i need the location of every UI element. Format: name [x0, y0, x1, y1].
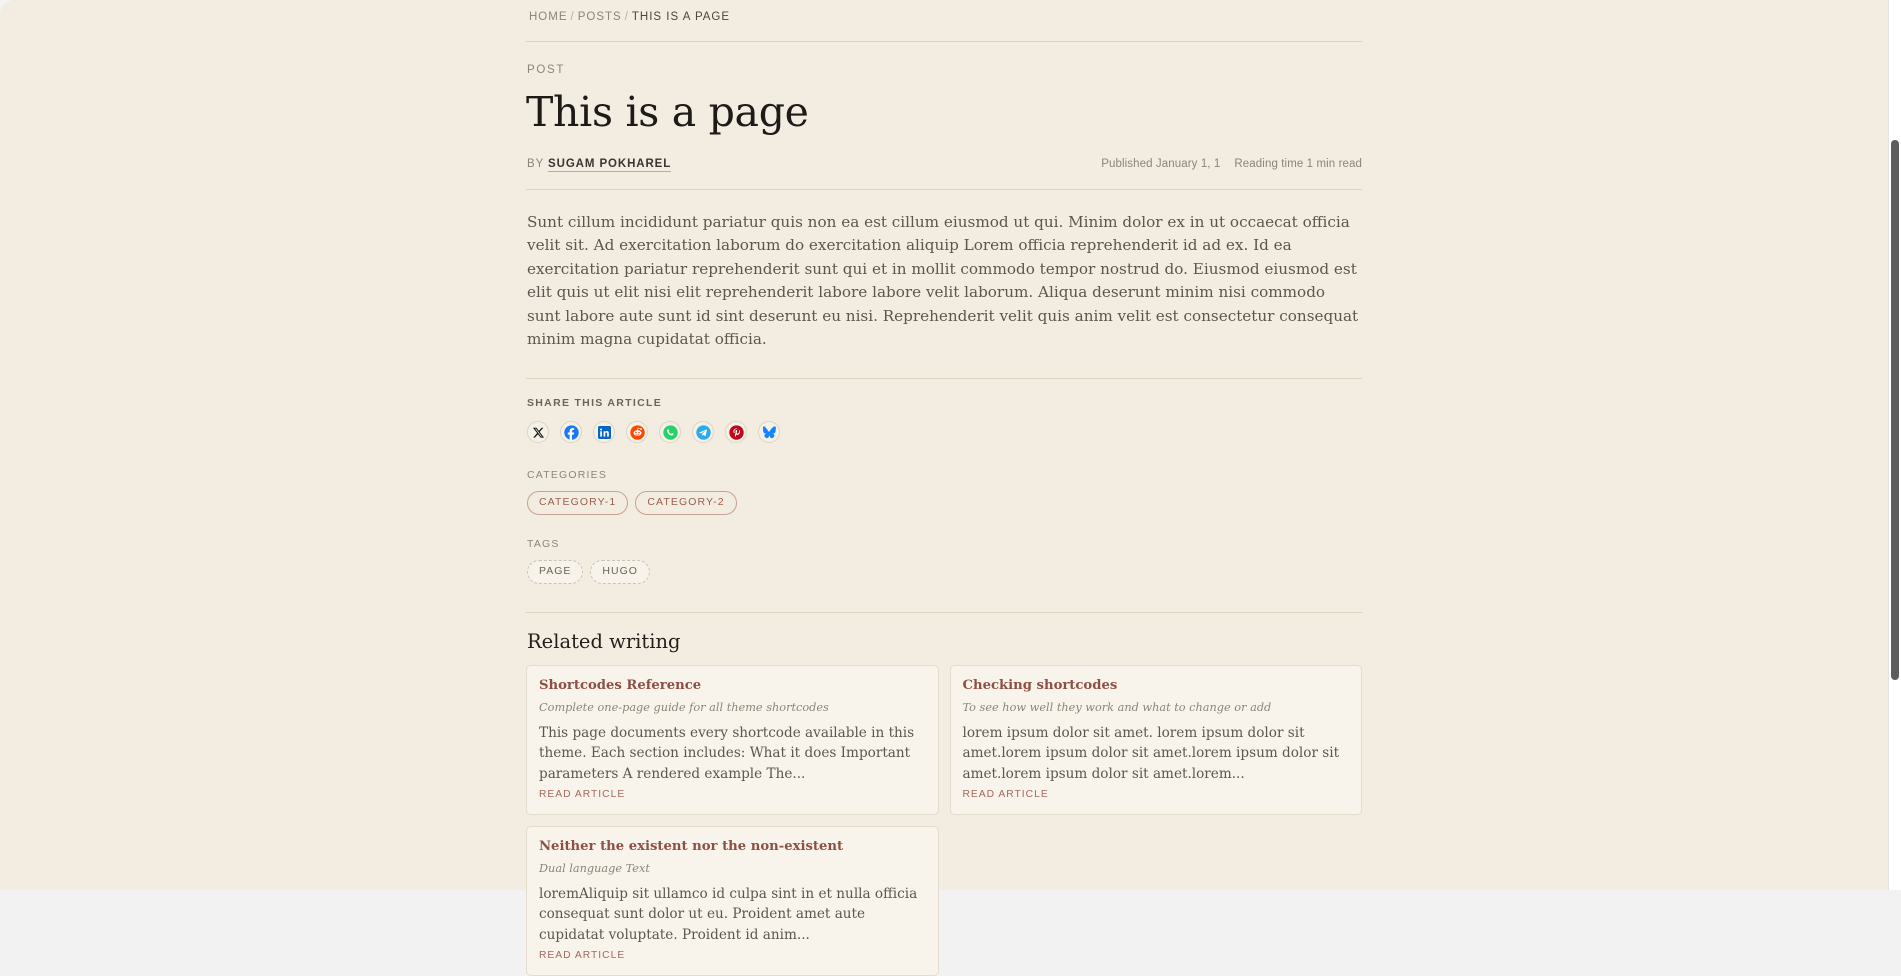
share-reddit-button[interactable]	[626, 421, 648, 443]
linkedin-icon	[598, 426, 611, 439]
share-pinterest-button[interactable]	[725, 421, 747, 443]
byline-row	[526, 158, 1362, 170]
related-card-excerpt: loremAliquip sit ullamco id culpa sint in et nulla officia consequat sunt dolor ut eu. Proident amet aute cupidatat voluptate. Proident id anim...	[539, 885, 918, 943]
x-icon	[533, 427, 544, 438]
scrollbar-thumb[interactable]	[1891, 140, 1899, 680]
page-scrollbar[interactable]	[1888, 0, 1901, 890]
bluesky-icon	[762, 425, 776, 439]
breadcrumb	[526, 9, 1362, 25]
related-divider	[526, 612, 1362, 613]
reading-time: Reading time 1 min read	[1234, 157, 1362, 170]
telegram-icon	[696, 425, 711, 440]
page-title: This is a page	[526, 88, 809, 136]
breadcrumb-separator: /	[570, 11, 575, 23]
byline	[527, 158, 671, 170]
read-article-link[interactable]: READ ARTICLE	[962, 789, 1049, 801]
related-card-title: Shortcodes Reference	[539, 678, 702, 694]
pinterest-icon	[729, 425, 744, 440]
tag-pill-hugo[interactable]: HUGO	[590, 560, 650, 584]
share-facebook-button[interactable]	[560, 421, 582, 443]
related-card-title: Checking shortcodes	[962, 678, 1118, 694]
category-pill-2[interactable]: CATEGORY-2	[635, 491, 736, 515]
breadcrumb-divider	[526, 41, 1362, 42]
post-meta	[1101, 158, 1362, 170]
tags-label: TAGS	[527, 538, 560, 551]
categories-label: CATEGORIES	[527, 469, 608, 482]
reddit-icon	[630, 425, 645, 440]
related-card[interactable]	[950, 665, 1363, 815]
share-whatsapp-button[interactable]	[659, 421, 681, 443]
related-card-excerpt: This page documents every shortcode available in this theme. Each section includes: What it does Important parameters A rendered example The...	[539, 724, 915, 782]
share-bluesky-button[interactable]	[758, 421, 780, 443]
share-buttons	[526, 421, 1362, 443]
related-card-subtitle: Dual language Text	[539, 861, 650, 875]
breadcrumb-item-home[interactable]: HOME	[529, 11, 568, 23]
facebook-icon	[564, 425, 579, 440]
related-card-title: Neither the existent nor the non-existent	[539, 839, 844, 855]
whatsapp-icon	[663, 425, 678, 440]
related-card-excerpt: lorem ipsum dolor sit amet. lorem ipsum dolor sit amet.lorem ipsum dolor sit amet.lorem ipsum dolor sit amet.lorem ipsum dolor sit amet.lorem...	[962, 724, 1340, 782]
related-heading: Related writing	[527, 630, 681, 654]
breadcrumb-separator: /	[624, 11, 629, 23]
tags-list	[526, 560, 1362, 584]
author-link[interactable]: SUGAM POKHAREL	[548, 157, 672, 170]
share-telegram-button[interactable]	[692, 421, 714, 443]
body-divider	[526, 378, 1362, 379]
share-linkedin-button[interactable]	[593, 421, 615, 443]
breadcrumb-item-posts[interactable]: POSTS	[577, 11, 622, 23]
header-divider	[526, 189, 1362, 190]
related-card[interactable]	[526, 665, 939, 815]
breadcrumb-item-current: THIS IS A PAGE	[631, 11, 731, 23]
post-kicker: POST	[527, 64, 566, 76]
read-article-link[interactable]: READ ARTICLE	[539, 950, 626, 962]
tag-pill-page[interactable]: PAGE	[527, 560, 583, 584]
related-card-subtitle: Complete one-page guide for all theme shortcodes	[539, 700, 829, 714]
share-x-button[interactable]	[527, 421, 549, 443]
published-date: Published January 1, 1	[1101, 157, 1221, 170]
read-article-link[interactable]: READ ARTICLE	[539, 789, 626, 801]
share-label: SHARE THIS ARTICLE	[527, 397, 663, 410]
post-body: Sunt cillum incididunt pariatur quis non ea est cillum eiusmod ut qui. Minim dolor ex in ut occaecat officia velit sit. Ad exercitation laborum do exercitation aliquip Lorem officia reprehenderit id ad ex. Id ea exercitation pariatur reprehenderit sunt qui et in mollit commodo tempor nostrud do. Eiusmod eiusmod est elit quis ut elit nisi elit reprehenderit labore labore velit laborum. Aliqua deserunt minim nisi commodo sunt labore aute sunt id sint deserunt eu nisi. Reprehenderit velit quis anim velit est consectetur consequat minim magna cupidatat officia.	[527, 212, 1359, 348]
related-cards-grid	[526, 665, 1362, 976]
content-column	[526, 0, 1362, 976]
category-pill-1[interactable]: CATEGORY-1	[527, 491, 628, 515]
categories-list	[526, 491, 1362, 515]
related-card-subtitle: To see how well they work and what to change or add	[962, 700, 1272, 714]
related-card[interactable]	[526, 826, 939, 976]
byline-prefix: BY	[527, 157, 544, 170]
